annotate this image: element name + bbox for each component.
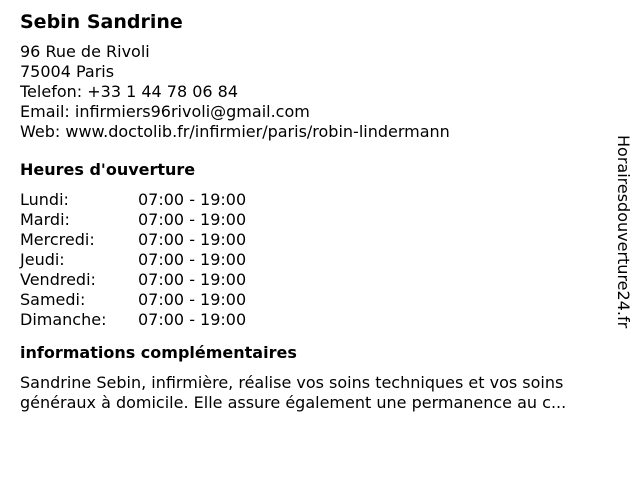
phone-line: Telefon: +33 1 44 78 06 84 xyxy=(20,82,239,101)
hours-row-monday xyxy=(20,190,610,210)
day-label: Dimanche: xyxy=(20,310,107,329)
business-name: Sebin Sandrine xyxy=(20,11,183,33)
address-street: 96 Rue de Rivoli xyxy=(20,42,150,61)
hours-heading: Heures d'ouverture xyxy=(20,160,196,179)
contact-block xyxy=(20,42,610,142)
hours-row-tuesday xyxy=(20,210,610,230)
day-label: Jeudi: xyxy=(20,250,65,269)
time-range: 07:00 - 19:00 xyxy=(138,210,247,229)
info-text-line-2: généraux à domicile. Elle assure également une permanence au c... xyxy=(20,393,567,412)
email-line: Email: infirmiers96rivoli@gmail.com xyxy=(20,102,310,121)
time-range: 07:00 - 19:00 xyxy=(138,190,247,209)
address-city: 75004 Paris xyxy=(20,62,115,81)
info-text-line-1: Sandrine Sebin, infirmière, réalise vos soins techniques et vos soins xyxy=(20,373,564,392)
day-label: Samedi: xyxy=(20,290,86,309)
time-range: 07:00 - 19:00 xyxy=(138,230,247,249)
day-label: Mercredi: xyxy=(20,230,95,249)
hours-row-thursday xyxy=(20,250,610,270)
hours-row-wednesday xyxy=(20,230,610,250)
time-range: 07:00 - 19:00 xyxy=(138,250,247,269)
business-card xyxy=(20,10,610,413)
hours-table xyxy=(20,190,610,330)
time-range: 07:00 - 19:00 xyxy=(138,270,247,289)
hours-row-saturday xyxy=(20,290,610,310)
day-label: Lundi: xyxy=(20,190,69,209)
day-label: Vendredi: xyxy=(20,270,96,289)
site-watermark: Horairesdouverture24.fr xyxy=(614,135,633,329)
day-label: Mardi: xyxy=(20,210,70,229)
time-range: 07:00 - 19:00 xyxy=(138,310,247,329)
info-heading: informations complémentaires xyxy=(20,343,297,362)
hours-row-friday xyxy=(20,270,610,290)
web-line: Web: www.doctolib.fr/infirmier/paris/robin-lindermann xyxy=(20,122,450,141)
hours-row-sunday xyxy=(20,310,610,330)
time-range: 07:00 - 19:00 xyxy=(138,290,247,309)
